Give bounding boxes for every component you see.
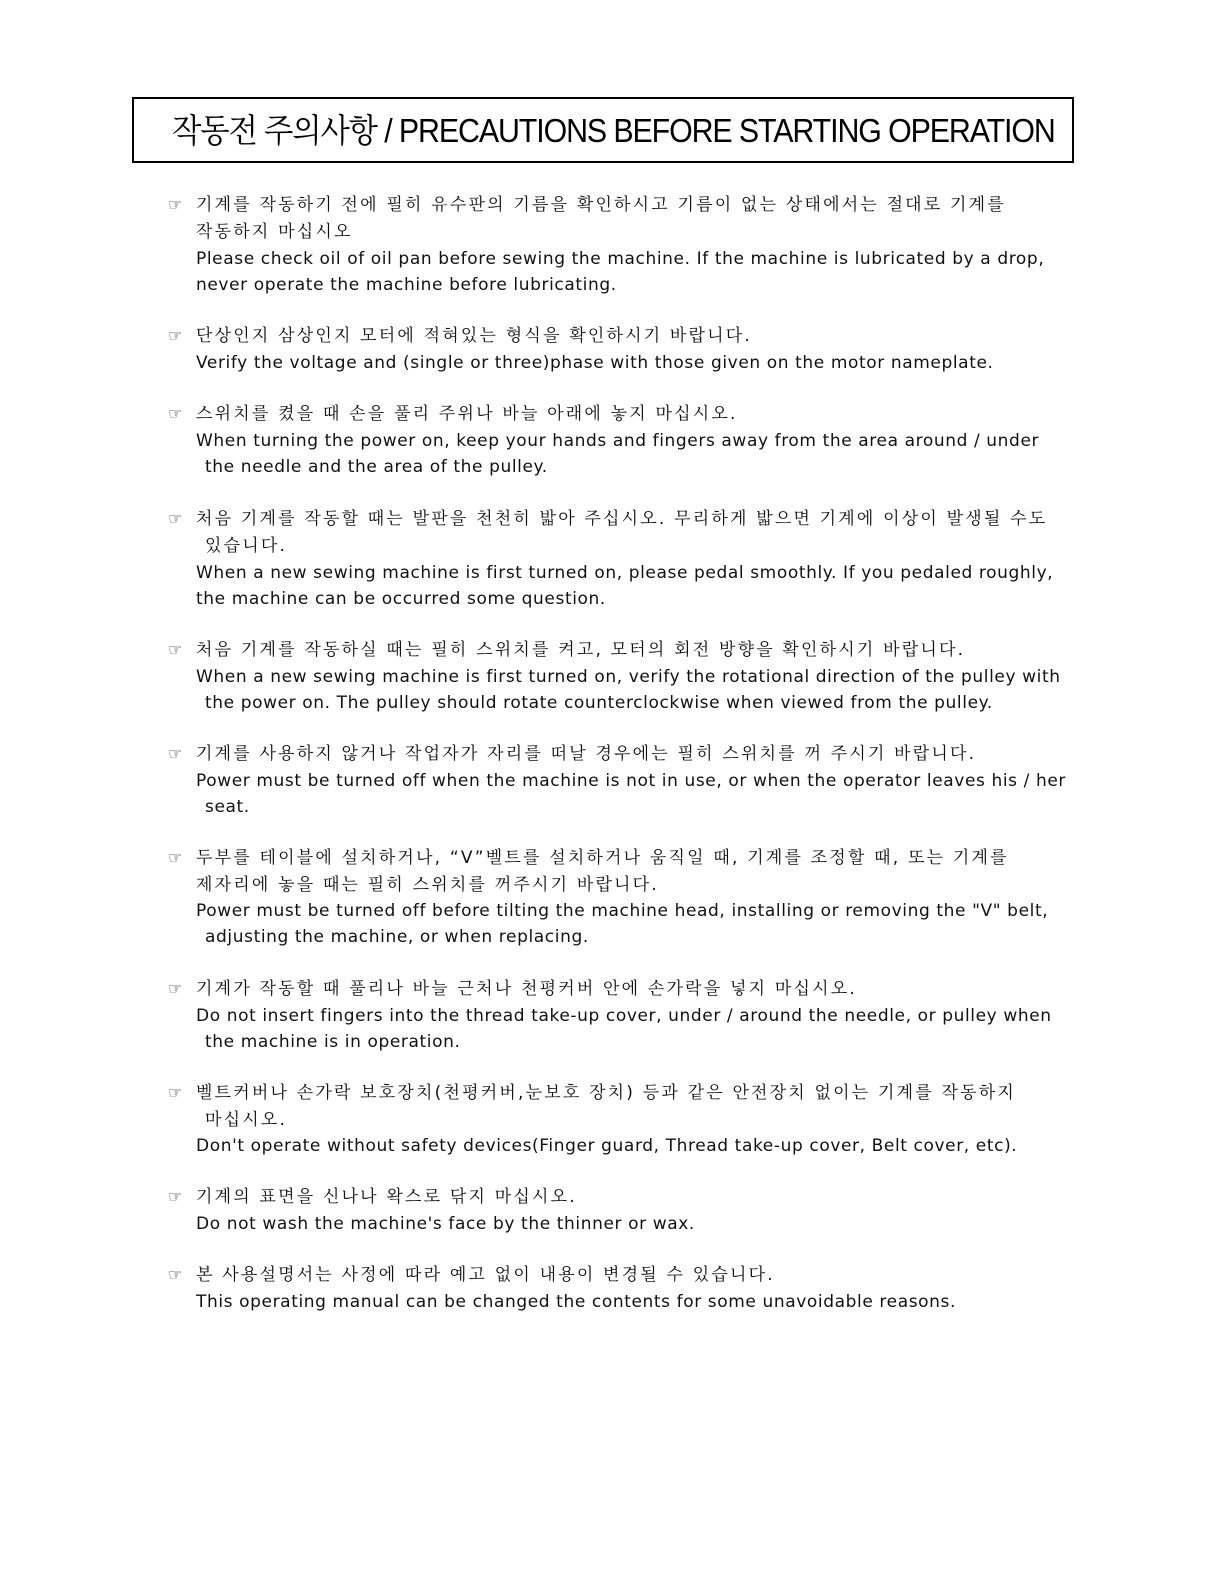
english-text: Do not wash the machine's face by the thinner or wax. bbox=[196, 1214, 695, 1234]
korean-text: 처음 기계를 작동할 때는 발판을 천천히 밟아 주십시오. 무리하게 밟으면 기계에 이상이 발생될 수도 bbox=[196, 509, 1048, 529]
english-text: Please check oil of oil pan before sewing the machine. If the machine is lubricated by a drop, bbox=[196, 249, 1045, 269]
korean-text: 기계를 사용하지 않거나 작업자가 자리를 떠날 경우에는 필히 스위치를 꺼 주시기 바랍니다. bbox=[196, 744, 977, 764]
korean-text: 처음 기계를 작동하실 때는 필히 스위치를 켜고, 모터의 회전 방향을 확인하시기 바랍니다. bbox=[196, 640, 966, 660]
english-text: Power must be turned off before tilting the machine head, installing or removing the "V" belt, bbox=[196, 901, 1049, 921]
english-text: seat. bbox=[205, 797, 250, 817]
korean-text: 기계의 표면을 신나나 왁스로 닦지 마십시오. bbox=[196, 1187, 577, 1207]
pointing-hand-icon: ☞ bbox=[168, 744, 183, 763]
english-text: This operating manual can be changed the contents for some unavoidable reasons. bbox=[196, 1292, 957, 1312]
korean-text: 제자리에 놓을 때는 필히 스위치를 꺼주시기 바랍니다. bbox=[196, 875, 659, 895]
korean-text: 단상인지 삼상인지 모터에 적혀있는 형식을 확인하시기 바랍니다. bbox=[196, 326, 753, 346]
pointing-hand-icon: ☞ bbox=[168, 1265, 183, 1284]
pointing-hand-icon: ☞ bbox=[168, 640, 183, 659]
english-text: Do not insert fingers into the thread take-up cover, under / around the needle, or pulley when bbox=[196, 1006, 1052, 1026]
pointing-hand-icon: ☞ bbox=[168, 1187, 183, 1206]
english-text: the machine is in operation. bbox=[205, 1032, 461, 1052]
korean-text: 작동하지 마십시오 bbox=[196, 222, 353, 242]
korean-text: 두부를 테이블에 설치하거나, “V”벨트를 설치하거나 움직일 때, 기계를 조정할 때, 또는 기계를 bbox=[196, 848, 1009, 868]
english-text: the power on. The pulley should rotate counterclockwise when viewed from the pulley. bbox=[205, 693, 993, 713]
korean-text: 본 사용설명서는 사정에 따라 예고 없이 내용이 변경될 수 있습니다. bbox=[196, 1265, 775, 1285]
english-text: Verify the voltage and (single or three)phase with those given on the motor nameplate. bbox=[196, 353, 994, 373]
korean-text: 기계가 작동할 때 풀리나 바늘 근처나 천평커버 안에 손가락을 넣지 마십시오. bbox=[196, 979, 857, 999]
english-text: Power must be turned off when the machine is not in use, or when the operator leaves his / her bbox=[196, 771, 1066, 791]
english-text: adjusting the machine, or when replacing. bbox=[205, 927, 589, 947]
english-text: never operate the machine before lubricating. bbox=[196, 275, 617, 295]
pointing-hand-icon: ☞ bbox=[168, 509, 183, 528]
korean-text: 벨트커버나 손가락 보호장치(천평커버,눈보호 장치) 등과 같은 안전장치 없이는 기계를 작동하지 bbox=[196, 1083, 1016, 1103]
pointing-hand-icon: ☞ bbox=[168, 979, 183, 998]
pointing-hand-icon: ☞ bbox=[168, 326, 183, 345]
english-text: the machine can be occurred some question. bbox=[196, 589, 606, 609]
pointing-hand-icon: ☞ bbox=[168, 848, 183, 867]
english-text: the needle and the area of the pulley. bbox=[205, 457, 548, 477]
korean-text: 있습니다. bbox=[205, 536, 288, 556]
pointing-hand-icon: ☞ bbox=[168, 1083, 183, 1102]
english-text: When a new sewing machine is first turned on, please pedal smoothly. If you pedaled roughly, bbox=[196, 563, 1054, 583]
english-text: When turning the power on, keep your hands and fingers away from the area around / under bbox=[196, 431, 1040, 451]
english-text: When a new sewing machine is first turned on, verify the rotational direction of the pulley with bbox=[196, 667, 1061, 687]
korean-text: 기계를 작동하기 전에 필히 유수판의 기름을 확인하시고 기름이 없는 상태에서는 절대로 기계를 bbox=[196, 195, 1006, 215]
english-text: Don't operate without safety devices(Finger guard, Thread take-up cover, Belt cover, etc). bbox=[196, 1136, 1018, 1156]
pointing-hand-icon: ☞ bbox=[168, 404, 183, 423]
page-title: 작동전 주의사항 / PRECAUTIONS BEFORE STARTING OPERATION bbox=[172, 112, 1055, 149]
pointing-hand-icon: ☞ bbox=[168, 195, 183, 214]
korean-text: 마십시오. bbox=[205, 1110, 288, 1130]
title-box bbox=[132, 97, 1074, 163]
korean-text: 스위치를 켰을 때 손을 풀리 주위나 바늘 아래에 놓지 마십시오. bbox=[196, 404, 738, 424]
